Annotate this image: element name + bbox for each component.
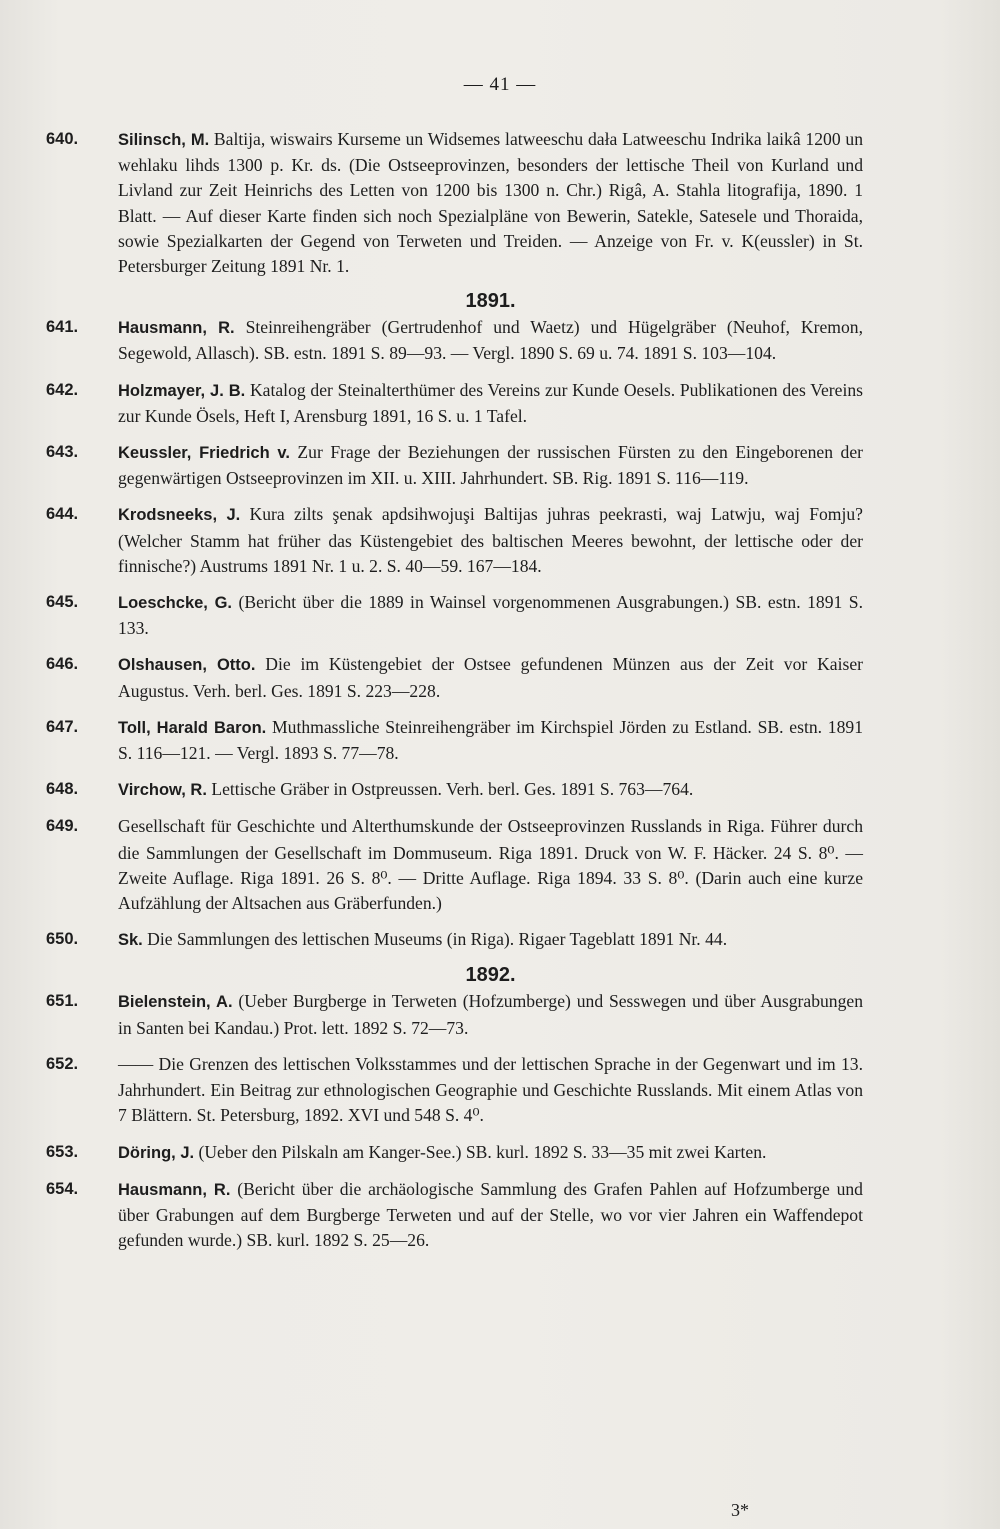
entry-text: Kura zilts şenak apdsihwojuşi Baltijas juhras peekrasti, waj Latwju, waj Fomju? (Welcher Stamm hat früher das Küstengebiet des baltischen Meeres bewohnt, der lettische oder der finnische?) Austrums 1891 Nr. 1 u. 2. S. 40—59. 167—184. bbox=[118, 504, 863, 576]
entry-text: (Bericht über die archäologische Sammlung des Grafen Pahlen auf Hofzumberge und über Grabungen auf dem Burgberge Terweten und auf der Stelle, wo vor vier Jahren ein Waffendepot gefunden wurde.) SB. kurl. 1892 S. 25—26. bbox=[118, 1178, 863, 1251]
entry-text: Katalog der Steinalterthümer des Vereins zur Kunde Oesels. Publikationen des Vereins zur Kunde Ösels, Heft I, Arensburg 1891, 16 S. u. 1 Tafel. bbox=[118, 379, 863, 426]
entry-number: 652. bbox=[46, 1054, 79, 1073]
entry-number: 641. bbox=[46, 318, 79, 337]
entry-number: 653. bbox=[46, 1142, 79, 1161]
bibliography-entry bbox=[46, 1140, 863, 1166]
entry-number: 643. bbox=[46, 443, 79, 462]
entry-author: Krodsneeks, J. bbox=[118, 506, 241, 525]
bibliography-entry bbox=[46, 715, 863, 766]
bibliography-entry bbox=[46, 652, 863, 703]
entry-number: 654. bbox=[46, 1179, 79, 1198]
bibliography-entry bbox=[46, 927, 863, 953]
bibliography-entry bbox=[46, 590, 863, 641]
entry-text: Lettische Gräber in Ostpreussen. Verh. berl. Ges. 1891 S. 763—764. bbox=[206, 779, 694, 800]
entry-text: Gesellschaft für Geschichte und Alterthumskunde der Ostseeprovinzen Russlands in Riga. Führer durch die Sammlungen der Gesellschaft im Dommuseum. Riga 1891. Druck von W. F. Häcker. 24 S. 8⁰. — Zweite Auflage. Riga 1891. 26 S. 8⁰. — Dritte Auflage. Riga 1894. 33 S. 8⁰. (Darin auch eine kurze Aufzählung der Altsachen aus Gräberfunden.) bbox=[118, 816, 864, 914]
entry-number: 644. bbox=[46, 505, 79, 524]
entry-author: Sk. bbox=[118, 931, 143, 950]
bibliography-entry bbox=[46, 1052, 863, 1129]
entry-text: Zur Frage der Beziehungen der russischen Fürsten zu den Eingeborenen der gegenwärtigen Ostseeprovinzen im XII. u. XIII. Jahrhundert. SB. Rig. 1891 S. 116—119. bbox=[118, 442, 863, 489]
entry-author: Keussler, Friedrich v. bbox=[118, 444, 290, 463]
entry-author: Toll, Harald Baron. bbox=[118, 718, 267, 737]
entry-author: Olshausen, Otto. bbox=[118, 656, 256, 675]
entry-number: 647. bbox=[46, 717, 79, 736]
bibliography-list bbox=[46, 127, 864, 1264]
entry-author: Loeschcke, G. bbox=[118, 594, 232, 613]
entry-text: Baltija, wiswairs Kurseme un Widsemes latweeschu dała Latweeschu Indrika laikâ 1200 un wehlaku lihds 1300 p. Kr. ds. (Die Ostseeprovinzen, besonders der lettische Theil von Kurland und Livland zur Zeit Heinrichs des Letten von 1200 bis 1300 n. Chr.) Rigâ, A. Stahla litografija, 1890. 1 Blatt. — Auf dieser Karte finden sich noch Spezialpläne von Bewerin, Satekle, Satesele und Thoraida, sowie Spezialkarten der Gegend von Terweten und Treiden. — Anzeige von Fr. v. K(eussler) in St. Petersburger Zeitung 1891 Nr. 1. bbox=[118, 129, 863, 277]
entry-number: 640. bbox=[46, 130, 79, 148]
bibliography-entry bbox=[46, 777, 863, 803]
entry-author: Silinsch, M. bbox=[118, 131, 210, 149]
entry-number: 648. bbox=[46, 780, 79, 799]
entry-number: 649. bbox=[46, 817, 79, 836]
bibliography-entry bbox=[46, 502, 863, 579]
printer-signature-mark: 3* bbox=[731, 1500, 749, 1520]
entry-text: —— Die Grenzen des lettischen Volksstammes und der lettischen Sprache in der Gegenwart und im 13. Jahrhundert. Ein Beitrag zur ethnologischen Geographie und Geschichte Russlands. Mit einem Atlas von 7 Blättern. St. Petersburg, 1892. XVI und 548 S. 4⁰. bbox=[118, 1053, 863, 1126]
entry-number: 645. bbox=[46, 593, 79, 612]
entry-number: 650. bbox=[46, 930, 79, 949]
entry-number: 651. bbox=[46, 992, 79, 1011]
bibliography-entry bbox=[46, 1177, 863, 1254]
bibliography-entry bbox=[46, 989, 863, 1040]
entry-text: (Ueber den Pilskaln am Kanger-See.) SB. kurl. 1892 S. 33—35 mit zwei Karten. bbox=[194, 1141, 767, 1162]
entry-author: Hausmann, R. bbox=[118, 319, 235, 338]
entry-text: Muthmassliche Steinreihengräber im Kirchspiel Jörden zu Estland. SB. estn. 1891 S. 116—121. — Vergl. 1893 S. 77—78. bbox=[118, 716, 863, 764]
bibliography-entry bbox=[46, 127, 863, 279]
year-heading: 1891. bbox=[465, 290, 516, 313]
entry-number: 646. bbox=[46, 655, 79, 674]
bibliography-entry bbox=[46, 315, 863, 366]
entry-author: Hausmann, R. bbox=[118, 1180, 231, 1199]
entry-author: Bielenstein, A. bbox=[118, 993, 233, 1012]
bibliography-entry bbox=[46, 814, 864, 916]
entry-text: Steinreihengräber (Gertrudenhof und Waetz) und Hügelgräber (Neuhof, Kremon, Segewold, Allasch). SB. estn. 1891 S. 89—93. — Vergl. 1890 S. 69 u. 74. 1891 S. 103—104. bbox=[118, 317, 863, 364]
entry-number: 642. bbox=[46, 380, 79, 399]
bibliography-entry bbox=[46, 378, 863, 429]
page-number: — 41 — bbox=[463, 74, 537, 95]
entry-author: Holzmayer, J. B. bbox=[118, 381, 246, 400]
entry-text: Die im Küstengebiet der Ostsee gefundenen Münzen aus der Zeit vor Kaiser Augustus. Verh. berl. Ges. 1891 S. 223—228. bbox=[118, 654, 863, 701]
entry-author: Döring, J. bbox=[118, 1143, 195, 1162]
entry-author: Virchow, R. bbox=[118, 781, 207, 800]
entry-text: (Ueber Burgberge in Terweten (Hofzumberge) und Sesswegen und über Ausgrabungen in Santen bei Kandau.) Prot. lett. 1892 S. 72—73. bbox=[118, 991, 863, 1038]
bibliography-entry bbox=[46, 440, 863, 491]
entry-text: (Bericht über die 1889 in Wainsel vorgenommenen Ausgrabungen.) SB. estn. 1891 S. 133. bbox=[118, 592, 863, 639]
year-heading: 1892. bbox=[465, 964, 516, 987]
entry-text: Die Sammlungen des lettischen Museums (in Riga). Rigaer Tageblatt 1891 Nr. 44. bbox=[142, 929, 728, 950]
